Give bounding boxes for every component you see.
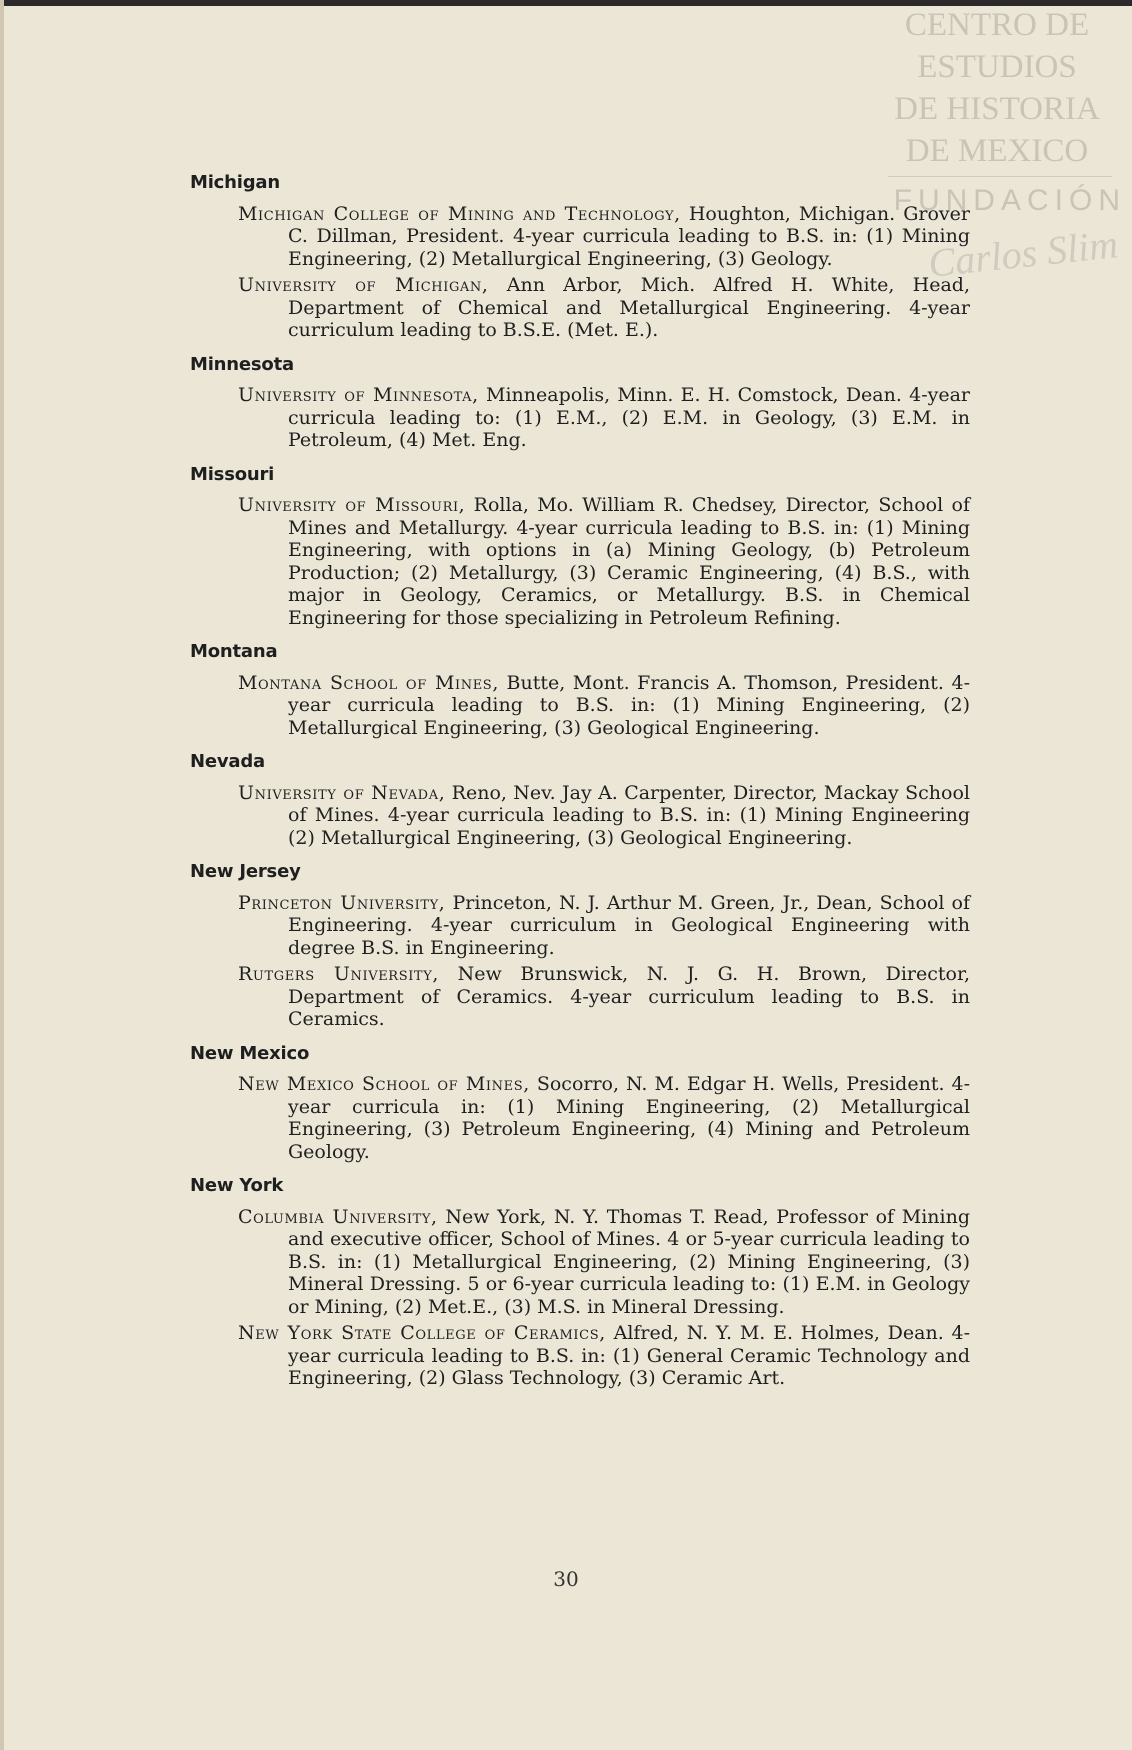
institution-details: Reno, Nev. Jay A. Carpenter, Director, Mackay School of Mines. 4-year curricula leading to B.S. in: (1) Mining Engineering (2) Metallurgical Engineering, (3) Geological Engineering. — [288, 781, 970, 849]
state-heading-missouri: Missouri — [190, 463, 275, 485]
institution-name: Columbia University, — [238, 1205, 438, 1228]
watermark-line: DE MEXICO — [905, 133, 1089, 169]
institution-entry — [238, 963, 970, 1031]
institution-entry — [238, 672, 970, 740]
institution-entry — [238, 782, 970, 850]
institution-entry — [238, 274, 970, 342]
watermark-line: DE HISTORIA — [894, 91, 1100, 127]
institution-name: New Mexico School of Mines, — [238, 1073, 530, 1095]
institution-entry — [238, 1322, 970, 1390]
institution-details: Princeton, N. J. Arthur M. Green, Jr., Dean, School of Engineering. 4-year curriculum in Geological Engineering with degree B.S. in Engineering. — [288, 891, 970, 959]
state-heading-new-jersey: New Jersey — [190, 861, 301, 882]
institution-details: Alfred, N. Y. M. E. Holmes, Dean. 4-year curricula leading to B.S. in: (1) General Ceramic Technology and Engineering, (2) Glass Technology, (3) Ceramic Art. — [288, 1322, 970, 1389]
institution-name: University of Missouri, — [238, 494, 466, 516]
institution-details: Minneapolis, Minn. E. H. Comstock, Dean. 4-year curricula leading to: (1) E.M., (2) E.M. in Geology, (3) E.M. in Petroleum, (4) Met. Eng. — [288, 384, 971, 451]
institution-details: Ann Arbor, Mich. Alfred H. White, Head, Department of Chemical and Metallurgical Engineering. 4-year curriculum leading to B.S.E. (Met. E.). — [288, 274, 970, 341]
watermark-line: CENTRO DE — [904, 7, 1090, 43]
watermark-signature: Carlos Slim — [926, 221, 1120, 286]
institution-entry — [238, 1073, 970, 1163]
institution-name: Rutgers University, — [238, 963, 440, 985]
institution-name: University of Nevada, — [238, 781, 446, 804]
state-heading-montana: Montana — [190, 641, 278, 662]
institution-details: New York, N. Y. Thomas T. Read, Professor of Mining and executive officer, School of Mines. 4 or 5-year curricula leading to B.S. in: (1) Metallurgical Engineering, (2) Mining Engineering, (3) Mineral Dressing. 5 or 6-year curricula leading to: (1) E.M. in Geology or Mining, (2) Met.E., (3) M.S. in Mineral Dressing. — [288, 1205, 970, 1318]
institution-name: University of Michigan, — [238, 274, 489, 296]
state-heading-new-york: New York — [190, 1175, 284, 1196]
state-heading-michigan: Michigan — [190, 172, 280, 193]
institution-entry — [238, 384, 970, 452]
institution-details: Houghton, Michigan. Grover C. Dillman, President. 4-year curricula leading to B.S. in: (1) Mining Engineering, (2) Metallurgical Engineering, (3) Geology. — [288, 202, 970, 270]
institution-details: New Brunswick, N. J. G. H. Brown, Director, Department of Ceramics. 4-year curriculum leading to B.S. in Ceramics. — [288, 963, 970, 1030]
directory-content — [190, 172, 970, 1394]
institution-name: Princeton University, — [238, 891, 446, 914]
institution-entry — [238, 1206, 970, 1319]
institution-entry — [238, 203, 970, 271]
state-heading-nevada: Nevada — [190, 751, 265, 772]
state-heading-new-mexico: New Mexico — [190, 1042, 310, 1064]
institution-details: Socorro, N. M. Edgar H. Wells, President. 4-year curricula in: (1) Mining Engineering, (2) Metallurgical Engineering, (3) Petroleum Engineering, (4) Mining and Petroleum Geology. — [288, 1073, 970, 1163]
page-number: 30 — [553, 1567, 579, 1591]
left-edge — [0, 0, 4, 1750]
institution-name: Montana School of Mines, — [238, 671, 499, 694]
archive-watermark — [882, 4, 1112, 179]
institution-details: Butte, Mont. Francis A. Thomson, President. 4-year curricula leading to B.S. in: (1) Mining Engineering, (2) Metallurgical Engineering, (3) Geological Engineering. — [288, 671, 970, 739]
watermark-line: ESTUDIOS — [917, 49, 1077, 85]
state-heading-minnesota: Minnesota — [190, 353, 294, 375]
institution-entry — [238, 494, 970, 629]
institution-name: University of Minnesota, — [238, 384, 479, 406]
watermark-foundation: FUNDACIÓN — [893, 184, 1126, 217]
institution-name: Michigan College of Mining and Technology, — [238, 202, 681, 225]
institution-entry — [238, 892, 970, 960]
institution-details: Rolla, Mo. William R. Chedsey, Director, School of Mines and Metallurgy. 4-year curricula leading to B.S. in: (1) Mining Engineering, with options in (a) Mining Geology, (b) Petroleum Production; (2) Metallurgy, (3) Ceramic Engineering, (4) B.S., with major in Geology, Ceramics, or Metallurgy. B.S. in Chemical Engineering for those specializing in Petroleum Refining. — [288, 494, 970, 629]
institution-name: New York State College of Ceramics, — [238, 1322, 606, 1344]
